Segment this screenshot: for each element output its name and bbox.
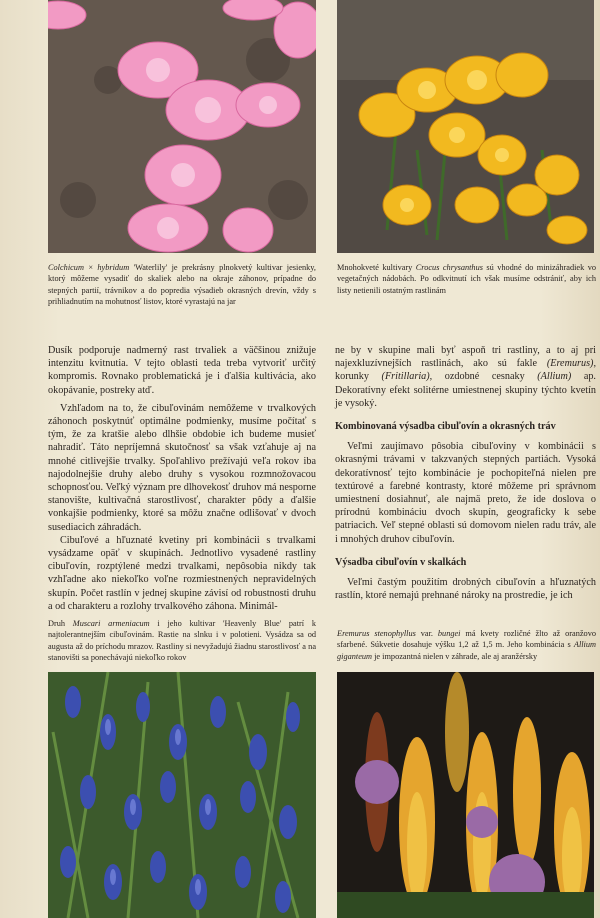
photo-muscari bbox=[48, 672, 316, 918]
section-heading: Kombinovaná výsadba cibuľovín a okrasných tráv bbox=[335, 421, 556, 433]
paragraph: Vzhľadom na to, že cibuľovinám nemôžeme v trvalkových záhonoch poskytnúť optimálne podmienky, musíme počítať s tým, že za kratšie alebo dlhšie obdobie ich budeme musieť nahradiť. Táto nepríjemná skutočnosť sa však vzťahuje aj na mnohé citlivejšie trvalky. Spoľahlivo prežívajú veľa rokov iba najodolnejšie druhy alebo druhy s vysokou rozmnožovacou schopnosťou. Veľký význam pre dlhovekosť druhov má nesporne stanovište, kultivačná starostlivosť, charakter pôdy a ďalšie vonkajšie podmienky, ktoré sa môžu značne odlišovať v dvoch susediacich záhradách. bbox=[48, 402, 316, 533]
caption-crocus: Mnohokveté kultivary Crocus chrysanthus sú vhodné do minizáhradiek vo vegetačných nádobách. Po odkvitnutí ich však musíme odstrániť, aby ich listy netienili ostatným rastlinám bbox=[337, 263, 596, 295]
caption-colchicum: Colchicum × hybridum 'Waterlily' je prekrásny plnokvetý kultivar jesienky, ktorý môžeme vysadiť do skaliek alebo na okraje záhonov, prípadne do stepných partií, trávnikov a do popredia výsadieb okrasných drevín, vždy s prihliadnutím na mohutnosť listov, ktoré vyrastajú na jar bbox=[48, 263, 316, 307]
paragraph: Veľmi častým použitím drobných cibuľovín a hľuznatých rastlín, ktoré nemajú prehnané nároky na prostredie, je ich bbox=[335, 577, 596, 602]
photo-crocus bbox=[337, 0, 594, 253]
text-column-right bbox=[335, 344, 596, 602]
photo-eremurus bbox=[337, 672, 594, 918]
paragraph: Dusík podporuje nadmerný rast trvaliek a väčšinou znižuje intenzitu kvitnutia. V tejto oblasti teda treba vytvoriť určitý kompromis. Rovnako problematická je i ďalšia kultivácia, ako okopávanie, postreky atď. bbox=[48, 345, 316, 396]
paragraph: Veľmi zaujímavo pôsobia cibuľoviny v kombinácii s okrasnými trávami v takzvaných stepných partiách. Vysoká dekoratívnosť tejto kombinácie je pochopiteľná nielen pre textúrové a farebné kontrasty, ktoré môžeme pri správnom umiestnení dosiahnuť, ale najmä preto, že ide doslova o prírodnú kombináciu dvoch skupín, geograficky k sebe patriacich. Veľ stepné oblasti sú domovom nielen radu tráv, ale i mnohých druhov cibuľovín. bbox=[335, 441, 596, 545]
caption-eremurus: Eremurus stenophyllus var. bungei má kvety rozličné žlto až oranžovo sfarbené. Súkvetie dosahuje výšku 1,2 až 1,5 m. Jeho kombinácia s Allium giganteum je impozantná nielen v záhrade, ale aj aranžérsky bbox=[337, 629, 596, 661]
paragraph: Cibuľové a hľuznaté kvetiny pri kombinácii s trvalkami vysádzame opäť v skupinách. Jednotlivo vysadené rastliny cibuľovín, rozptýlené medzi trvalkami, nepôsobia nikdy tak vzhľadne ako niekoľko voľne rozmiestnených nepravidelných skupín. Počet rastlín v jednej skupine závisí od robustnosti druhu a od charakteru a rozlohy trvalkového záhona. Minimál- bbox=[48, 534, 316, 612]
section-heading: Výsadba cibuľovín v skalkách bbox=[335, 556, 467, 568]
caption-muscari: Druh Muscari armeniacum i jeho kultivar 'Heavenly Blue' patrí k najtolerantnejším cibuľovinám. Rastie na slnku i v polotieni. Vysádza sa od augusta až do príchodu mrazov. Rastliny si nevyžadujú žiadnu starostlivosť a na stanovišti sa ponechávajú niekoľko rokov bbox=[48, 619, 316, 663]
paragraph: ne by v skupine mali byť aspoň tri rastliny, a to aj pri najexkluzívnejších rastlinách, ako sú fakle (Eremurus), korunky (Fritillaria), ozdobné cesnaky (Allium) ap. Dekoratívny efekt solitérne umiestnenej skupiny týchto kvetín je vysoký. bbox=[335, 345, 596, 409]
text-column-left bbox=[48, 344, 316, 613]
photo-colchicum bbox=[48, 0, 316, 253]
